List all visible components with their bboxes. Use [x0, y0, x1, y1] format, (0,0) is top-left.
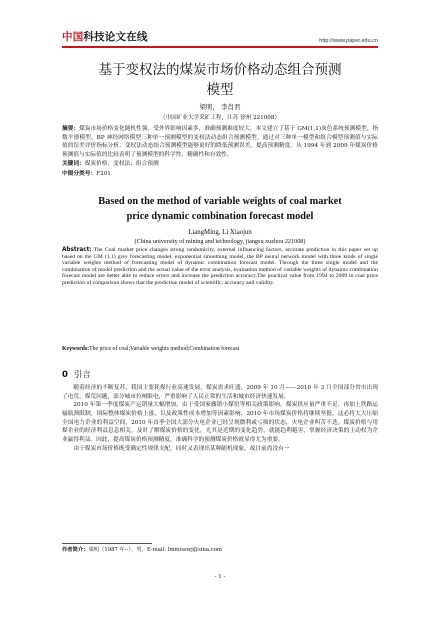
paper-title-cn [62, 60, 378, 100]
title-en-line1: Based on the method of variable weights of coal market [98, 196, 342, 207]
authors-cn: 梁明， 李肖君 [199, 103, 241, 111]
keywords-en [62, 346, 378, 352]
keywords-en-text: The price of coal;Variable weights method;Combination forecast [89, 346, 240, 352]
section-heading-introduction [62, 368, 378, 380]
body-paragraph-2: 2010 年第一季度煤炭产运销量大幅增加，由于受国家撤销小煤窑等相关政策影响，煤炭供应量严重不足。再加上铁路运输瓶颈限制，国际整体煤炭价格上涨，以及政策性成本增加等因素影响，2010 年市场煤炭价格将继续坚挺，这必将大大压缩全国电力企业的利益空间，2010 年首季全国大部分火电企业已经呈现微利或亏损的状态，火电企业叫苦不迭。煤炭价格与用煤企业的经济利益息息相关，及时了解煤炭价格的变化，尤其是近期的变化趋势，就能趋利避害，掌握经济决策的主动权为企业赢得利益。因此，提高煤炭价格预测精度，准确科学的预测煤炭价格就显得尤为重要。 [62, 402, 378, 443]
body-text [62, 384, 378, 453]
abstract-cn-text: 煤炭市场价格变化随机性强、受外界影响因素多，准确预测难度较大。本文建立了基于 GM(1,1)灰色系统预测模型、指数平滑模型、BP 神经网络模型三种单一预测模型的变权法动态组合预测模型。通过对三种单一模型和组合模型预测值与实际值的误差评价指标分析，变权法动态组合预测模型能够更好的降低预测误差，提高预测精度。从 1994 年到 2009 年煤炭价格预测值与实际值的比较表明了预测模型的科学性、精确性和有效性。 [62, 126, 379, 158]
affiliation-en: (China university of mining and technology, jiangsu xuzhou 221008) [134, 238, 306, 245]
footnote [62, 546, 378, 555]
abstract-cn [62, 125, 378, 159]
keywords-cn [62, 160, 378, 169]
footnote-label: 作者简介： [62, 547, 89, 553]
title-cn-line2: 模型 [206, 82, 234, 98]
abstract-en-label: Abstract: [62, 247, 92, 253]
section-number: 0 [62, 370, 68, 380]
classification-cn [62, 170, 378, 179]
section-title: 引言 [73, 370, 91, 380]
footnote-text: 梁明（1987 年--），男，E-mail: lmmisswj@sina.com [88, 547, 222, 553]
footnote-rule [62, 543, 152, 544]
journal-logo [62, 29, 148, 44]
logo-dark-text: 科技论文在线 [83, 31, 148, 43]
classification-cn-text: F201 [96, 171, 111, 177]
body-paragraph-1: 随着经济的不断复苏，我国主要耗煤行业高速发展，煤炭需求旺盛，2009 年 10 月——2010 年 3 月全国部分省市出现了电荒、煤荒问题，部分城市拉闸限电，严重影响了人民正常的生活和城市经济快速发展。 [62, 385, 378, 400]
header-rule [62, 46, 378, 48]
keywords-cn-text: 煤炭价格；变权法；组合预测 [84, 161, 159, 167]
page-number: - 1 - [214, 574, 226, 580]
title-cn-line1: 基于变权法的煤炭市场价格动态组合预测 [98, 62, 342, 78]
logo-red-text: 中国 [62, 31, 84, 43]
classification-cn-label: 中图分类号： [62, 171, 97, 177]
affiliation-cn: （中国矿业大学采矿工程，江苏 徐州 221008） [159, 115, 280, 121]
abstract-en [62, 247, 378, 286]
abstract-en-text: The Coal market price changes strong randomicity, external influencing factors, accurate prediction in this paper set up based on the GM (1,1) grey forecasting model, exponential smoothing model, the BP neural network model with three kinds of single variable weights method of forecasting model of dynamic combination forecast model. Through the three single model and the combination of model prediction and the actual value of the error analysis, evaluation method of variable weights of dynamic combination forecast model are better able to reduce errors and increase the prediction accuracy.The practical value from 1994 to 2009 in coal price prediction of comparison shows that the prediction model of scientific, accuracy and validity. [62, 247, 378, 286]
page-header [62, 28, 378, 44]
keywords-cn-label: 关键词： [62, 161, 85, 167]
keywords-en-label: Keywords: [62, 346, 90, 352]
title-en-line2: price dynamic combination forecast model [126, 210, 314, 222]
header-url[interactable]: http://www.paper.edu.cn [319, 38, 378, 44]
authors-en: LiangMing, Li Xiaojun [188, 229, 252, 236]
abstract-cn-label: 摘要： [62, 126, 80, 132]
body-paragraph-3: 由于煤炭市场价格既受确定性规律支配，同时又表现出某种随机现象，故目前尚没有一 [73, 445, 290, 452]
paper-title-en [62, 195, 378, 224]
